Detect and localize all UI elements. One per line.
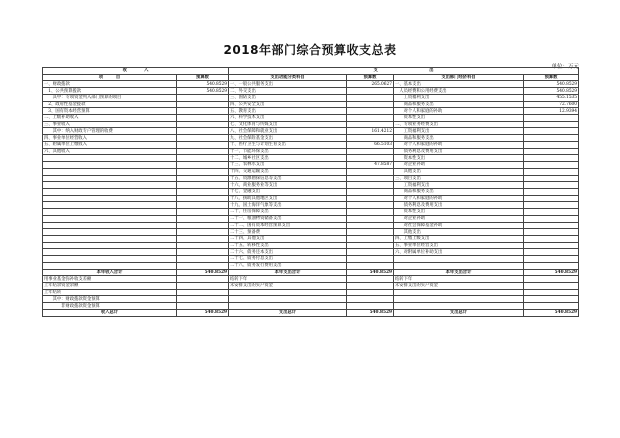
income-total-label: 收入总计	[43, 309, 177, 316]
table-row	[43, 256, 579, 263]
carryover-row	[43, 303, 579, 310]
func-budget-cell	[347, 94, 394, 101]
income-item-cell: 其中：专项资金列入部门预算的项目	[43, 94, 177, 101]
income-budget-cell	[177, 148, 229, 155]
income-budget-cell	[177, 235, 229, 242]
econ-subject-cell: 三、项目支出	[394, 175, 524, 182]
income-item-cell	[43, 222, 177, 229]
table-row	[43, 101, 579, 108]
econ-budget-cell	[524, 202, 579, 209]
econ-subject-cell: 结转下年	[394, 276, 524, 283]
func-total-label: 支出总计	[229, 309, 347, 316]
econ-subject-cell: 商品和服务支出	[394, 101, 524, 108]
income-budget-cell	[177, 155, 229, 162]
income-item-cell	[43, 162, 177, 169]
econ-subject-cell: 对个人和家庭的补助	[394, 195, 524, 202]
econ-total-label: 支出总计	[394, 309, 524, 316]
econ-budget-cell	[524, 249, 579, 256]
func-total-label: 本年支出合计	[229, 269, 347, 276]
func-budget-cell	[347, 222, 394, 229]
income-total-value: 540.8529	[177, 269, 229, 276]
income-budget-cell	[177, 209, 229, 216]
func-subject-cell: 二十六、债务还本支出	[229, 249, 347, 256]
income-budget-cell: 540.8529	[177, 88, 229, 95]
func-budget-cell	[347, 242, 394, 249]
budget-summary-table	[42, 67, 579, 317]
func-subject-cell: 十五、资源勘探信息等支出	[229, 175, 347, 182]
unit-label: 单位：万元	[551, 64, 579, 70]
econ-subject-cell: 工资福利支出	[394, 94, 524, 101]
func-subject-cell: 未安排支出的实户资金	[229, 283, 347, 290]
func-subject-cell	[229, 303, 347, 310]
econ-subject-cell: 对企业补助	[394, 162, 524, 169]
table-row	[43, 195, 579, 202]
econ-budget-cell	[524, 148, 579, 155]
econ-subject-cell: 人员经费和公用经费支出	[394, 88, 524, 95]
table-row	[43, 222, 579, 229]
income-budget-cell	[177, 242, 229, 249]
func-budget-cell	[347, 229, 394, 236]
econ-budget-cell	[524, 168, 579, 175]
table-row	[43, 121, 579, 128]
func-total-value: 540.8529	[347, 269, 394, 276]
func-budget-cell: 161.4212	[347, 128, 394, 135]
func-budget-cell	[347, 249, 394, 256]
income-item-cell	[43, 256, 177, 263]
table-row	[43, 155, 579, 162]
report-title: 2018年部门综合预算收支总表	[223, 43, 397, 57]
income-item-cell: 3、国有资本经营预算	[43, 108, 177, 115]
income-item-cell: 2、政府性基金拨款	[43, 101, 177, 108]
func-budget-cell	[347, 262, 394, 269]
income-budget-cell	[177, 188, 229, 195]
income-budget-cell	[177, 256, 229, 263]
econ-subject-cell	[394, 296, 524, 303]
econ-budget-cell	[524, 296, 579, 303]
func-budget-cell	[347, 202, 394, 209]
econ-subject-cell: 资本性支出	[394, 209, 524, 216]
income-budget-cell	[177, 289, 229, 296]
table-row	[43, 229, 579, 236]
func-budget-cell	[347, 283, 394, 290]
income-budget-cell	[177, 303, 229, 310]
income-item-cell	[43, 188, 177, 195]
econ-budget-cell	[524, 256, 579, 263]
econ-budget-cell	[524, 289, 579, 296]
func-budget-cell	[347, 209, 394, 216]
func-budget-cell	[347, 88, 394, 95]
func-subject-cell: 十二、城乡社区支出	[229, 155, 347, 162]
income-budget-cell	[177, 276, 229, 283]
table-row	[43, 188, 579, 195]
func-subject-cell: 二十七、债务付息支出	[229, 256, 347, 263]
econ-subject-cell: 对社会保障基金补助	[394, 222, 524, 229]
income-item-cell: 上年结转	[43, 289, 177, 296]
income-item-cell: 一、财政拨款	[43, 81, 177, 88]
econ-budget-cell	[524, 115, 579, 122]
econ-budget-cell	[524, 235, 579, 242]
econ-subject-cell	[394, 303, 524, 310]
econ-subject-cell: 工资福利支出	[394, 128, 524, 135]
table-row	[43, 81, 579, 88]
income-item-cell: 1、公共预算拨款	[43, 88, 177, 95]
table-row	[43, 135, 579, 142]
income-item-cell: 二、上级补助收入	[43, 115, 177, 122]
func-budget-cell: 265.0627	[347, 81, 394, 88]
table-row	[43, 209, 579, 216]
econ-budget-cell: 455.1535	[524, 94, 579, 101]
econ-subject-cell: 四、上缴上级支出	[394, 235, 524, 242]
econ-subject-cell: 债务利息及费用支出	[394, 202, 524, 209]
func-subject-cell: 十七、金融支出	[229, 188, 347, 195]
carryover-row	[43, 276, 579, 283]
func-budget-cell	[347, 168, 394, 175]
econ-budget-cell: 72.7600	[524, 101, 579, 108]
income-item-cell	[43, 168, 177, 175]
func-subject-cell: 十三、农林水支出	[229, 162, 347, 169]
func-budget-cell	[347, 182, 394, 189]
econ-budget-cell: 540.8529	[524, 81, 579, 88]
carryover-row	[43, 289, 579, 296]
table-row	[43, 202, 579, 209]
func-budget-cell	[347, 215, 394, 222]
income-budget-cell	[177, 108, 229, 115]
econ-subject-cell: 债务利息及费用支出	[394, 148, 524, 155]
econ-total-value: 540.8529	[524, 269, 579, 276]
col-header-econ-budget: 预算数	[524, 74, 579, 81]
econ-subject-cell: 工资福利支出	[394, 182, 524, 189]
income-item-cell	[43, 242, 177, 249]
income-group-header: 收 入	[43, 68, 229, 75]
econ-subject-cell: 其他支出	[394, 229, 524, 236]
income-budget-cell	[177, 175, 229, 182]
func-budget-cell	[347, 135, 394, 142]
income-budget-cell	[177, 182, 229, 189]
income-budget-cell	[177, 195, 229, 202]
col-header-func-budget: 预算数	[347, 74, 394, 81]
income-item-cell	[43, 175, 177, 182]
header-row-columns	[43, 74, 579, 81]
func-budget-cell	[347, 121, 394, 128]
table-row	[43, 128, 579, 135]
table-row	[43, 215, 579, 222]
income-item-cell: 其中：财政拨款资金预算	[43, 296, 177, 303]
func-subject-cell: 二十三、预备费	[229, 229, 347, 236]
func-subject-cell: 十四、交通运输支出	[229, 168, 347, 175]
income-item-cell	[43, 235, 177, 242]
income-total-label: 本年收入合计	[43, 269, 177, 276]
econ-subject-cell	[394, 256, 524, 263]
income-item-cell: 五、附属单位上缴收入	[43, 141, 177, 148]
func-subject-cell: 七、文化体育与传媒支出	[229, 121, 347, 128]
func-budget-cell: 66.5103	[347, 141, 394, 148]
econ-subject-cell: 未安排支出的实户资金	[394, 283, 524, 290]
table-row	[43, 242, 579, 249]
income-item-cell	[43, 249, 177, 256]
col-header-econ-subject: 支出部门经济科目	[394, 74, 524, 81]
income-total-value: 540.8529	[177, 309, 229, 316]
table-row	[43, 88, 579, 95]
func-budget-cell	[347, 276, 394, 283]
econ-budget-cell	[524, 276, 579, 283]
func-subject-cell: 十一、节能环保支出	[229, 148, 347, 155]
income-budget-cell	[177, 94, 229, 101]
func-budget-cell	[347, 115, 394, 122]
carryover-row	[43, 296, 579, 303]
econ-subject-cell: 商品和服务支出	[394, 135, 524, 142]
income-budget-cell	[177, 296, 229, 303]
econ-total-value: 540.8529	[524, 309, 579, 316]
income-budget-cell	[177, 115, 229, 122]
econ-subject-cell: 商品和服务支出	[394, 188, 524, 195]
income-budget-cell	[177, 101, 229, 108]
func-total-value: 540.8529	[347, 309, 394, 316]
func-budget-cell	[347, 256, 394, 263]
income-budget-cell	[177, 135, 229, 142]
func-subject-cell: 四、公共安全支出	[229, 101, 347, 108]
econ-budget-cell	[524, 121, 579, 128]
func-budget-cell	[347, 175, 394, 182]
econ-subject-cell: 五、事业单位经营支出	[394, 242, 524, 249]
econ-budget-cell	[524, 182, 579, 189]
income-item-cell	[43, 155, 177, 162]
grand-total-row	[43, 309, 579, 316]
income-budget-cell	[177, 168, 229, 175]
econ-budget-cell: 540.8529	[524, 88, 579, 95]
income-item-cell	[43, 209, 177, 216]
econ-budget-cell	[524, 215, 579, 222]
income-budget-cell	[177, 141, 229, 148]
func-budget-cell	[347, 108, 394, 115]
func-subject-cell: 结转下年	[229, 276, 347, 283]
econ-budget-cell	[524, 229, 579, 236]
table-row	[43, 168, 579, 175]
econ-subject-cell: 资本性支出	[394, 115, 524, 122]
econ-subject-cell: 六、对附属单位补助支出	[394, 249, 524, 256]
func-subject-cell	[229, 296, 347, 303]
income-item-cell: 三、事业收入	[43, 121, 177, 128]
func-subject-cell: 六、科学技术支出	[229, 115, 347, 122]
func-subject-cell: 二、外交支出	[229, 88, 347, 95]
func-subject-cell: 九、社会保险基金支出	[229, 135, 347, 142]
carryover-row	[43, 283, 579, 290]
func-subject-cell: 二十八、债务发行费用支出	[229, 262, 347, 269]
econ-budget-cell: 12.9394	[524, 108, 579, 115]
table-row	[43, 175, 579, 182]
table-row	[43, 148, 579, 155]
econ-budget-cell	[524, 222, 579, 229]
income-budget-cell	[177, 249, 229, 256]
econ-subject-cell	[394, 262, 524, 269]
econ-subject-cell: 二、专项业务经费支出	[394, 121, 524, 128]
income-item-cell: 用事业基金弥补收支差额	[43, 276, 177, 283]
table-row	[43, 141, 579, 148]
econ-budget-cell	[524, 188, 579, 195]
func-subject-cell: 一、一般公共服务支出	[229, 81, 347, 88]
col-header-func-subject: 支出功能分类科目	[229, 74, 347, 81]
func-budget-cell	[347, 101, 394, 108]
econ-subject-cell: 对企业补助	[394, 215, 524, 222]
econ-subject-cell: 资本性支出	[394, 155, 524, 162]
income-item-cell: 六、其他收入	[43, 148, 177, 155]
func-subject-cell: 三、国防支出	[229, 94, 347, 101]
income-budget-cell	[177, 128, 229, 135]
econ-subject-cell: 一、基本支出	[394, 81, 524, 88]
expense-group-header: 支 出	[229, 68, 579, 75]
income-budget-cell	[177, 229, 229, 236]
econ-subject-cell: 其他支出	[394, 168, 524, 175]
income-item-cell	[43, 202, 177, 209]
func-subject-cell: 二十二、国有资本经营预算支出	[229, 222, 347, 229]
income-budget-cell	[177, 283, 229, 290]
table-row	[43, 108, 579, 115]
func-subject-cell: 八、社会保障和就业支出	[229, 128, 347, 135]
func-subject-cell: 十六、商业服务业等支出	[229, 182, 347, 189]
econ-budget-cell	[524, 155, 579, 162]
func-subject-cell: 二十四、其他支出	[229, 235, 347, 242]
col-header-item: 项 目	[43, 74, 177, 81]
econ-budget-cell	[524, 141, 579, 148]
table-row	[43, 235, 579, 242]
income-item-cell: 四、事业单位经营收入	[43, 135, 177, 142]
func-budget-cell	[347, 188, 394, 195]
func-subject-cell: 十、医疗卫生与计划生育支出	[229, 141, 347, 148]
income-budget-cell: 540.8529	[177, 81, 229, 88]
income-item-cell	[43, 182, 177, 189]
econ-budget-cell	[524, 242, 579, 249]
econ-budget-cell	[524, 135, 579, 142]
econ-subject-cell	[394, 289, 524, 296]
income-item-cell	[43, 195, 177, 202]
func-subject-cell: 二十五、转移性支出	[229, 242, 347, 249]
table-row	[43, 262, 579, 269]
func-budget-cell	[347, 289, 394, 296]
econ-budget-cell	[524, 175, 579, 182]
econ-budget-cell	[524, 195, 579, 202]
func-subject-cell: 二十一、粮油物资储备支出	[229, 215, 347, 222]
econ-total-label: 本年支出合计	[394, 269, 524, 276]
econ-budget-cell	[524, 303, 579, 310]
income-budget-cell	[177, 215, 229, 222]
col-header-income-budget: 预算数	[177, 74, 229, 81]
header-row-group	[43, 68, 579, 75]
income-budget-cell	[177, 121, 229, 128]
income-item-cell: 上年结余资金余额	[43, 283, 177, 290]
income-budget-cell	[177, 162, 229, 169]
income-budget-cell	[177, 202, 229, 209]
table-row	[43, 182, 579, 189]
table-row	[43, 249, 579, 256]
func-budget-cell	[347, 148, 394, 155]
table-row	[43, 94, 579, 101]
econ-budget-cell	[524, 128, 579, 135]
func-subject-cell	[229, 289, 347, 296]
income-item-cell	[43, 215, 177, 222]
func-budget-cell	[347, 195, 394, 202]
econ-budget-cell	[524, 209, 579, 216]
table-row	[43, 115, 579, 122]
income-item-cell: 其中：纳入财政专户管理的收费	[43, 128, 177, 135]
func-subject-cell: 十八、援助其他地区支出	[229, 195, 347, 202]
econ-budget-cell	[524, 162, 579, 169]
income-item-cell: 非财政拨款资金预算	[43, 303, 177, 310]
func-budget-cell	[347, 303, 394, 310]
income-item-cell	[43, 229, 177, 236]
income-budget-cell	[177, 262, 229, 269]
econ-subject-cell: 对个人和家庭的补助	[394, 141, 524, 148]
func-budget-cell	[347, 296, 394, 303]
econ-budget-cell	[524, 262, 579, 269]
func-budget-cell	[347, 155, 394, 162]
func-budget-cell	[347, 235, 394, 242]
table-row	[43, 162, 579, 169]
func-subject-cell: 五、教育支出	[229, 108, 347, 115]
income-item-cell	[43, 262, 177, 269]
annual-total-row	[43, 269, 579, 276]
func-subject-cell: 二十、住房保障支出	[229, 209, 347, 216]
func-subject-cell: 十九、国土海洋气象等支出	[229, 202, 347, 209]
income-budget-cell	[177, 222, 229, 229]
func-budget-cell: 47.8587	[347, 162, 394, 169]
econ-budget-cell	[524, 283, 579, 290]
econ-subject-cell: 对个人和家庭的补助	[394, 108, 524, 115]
